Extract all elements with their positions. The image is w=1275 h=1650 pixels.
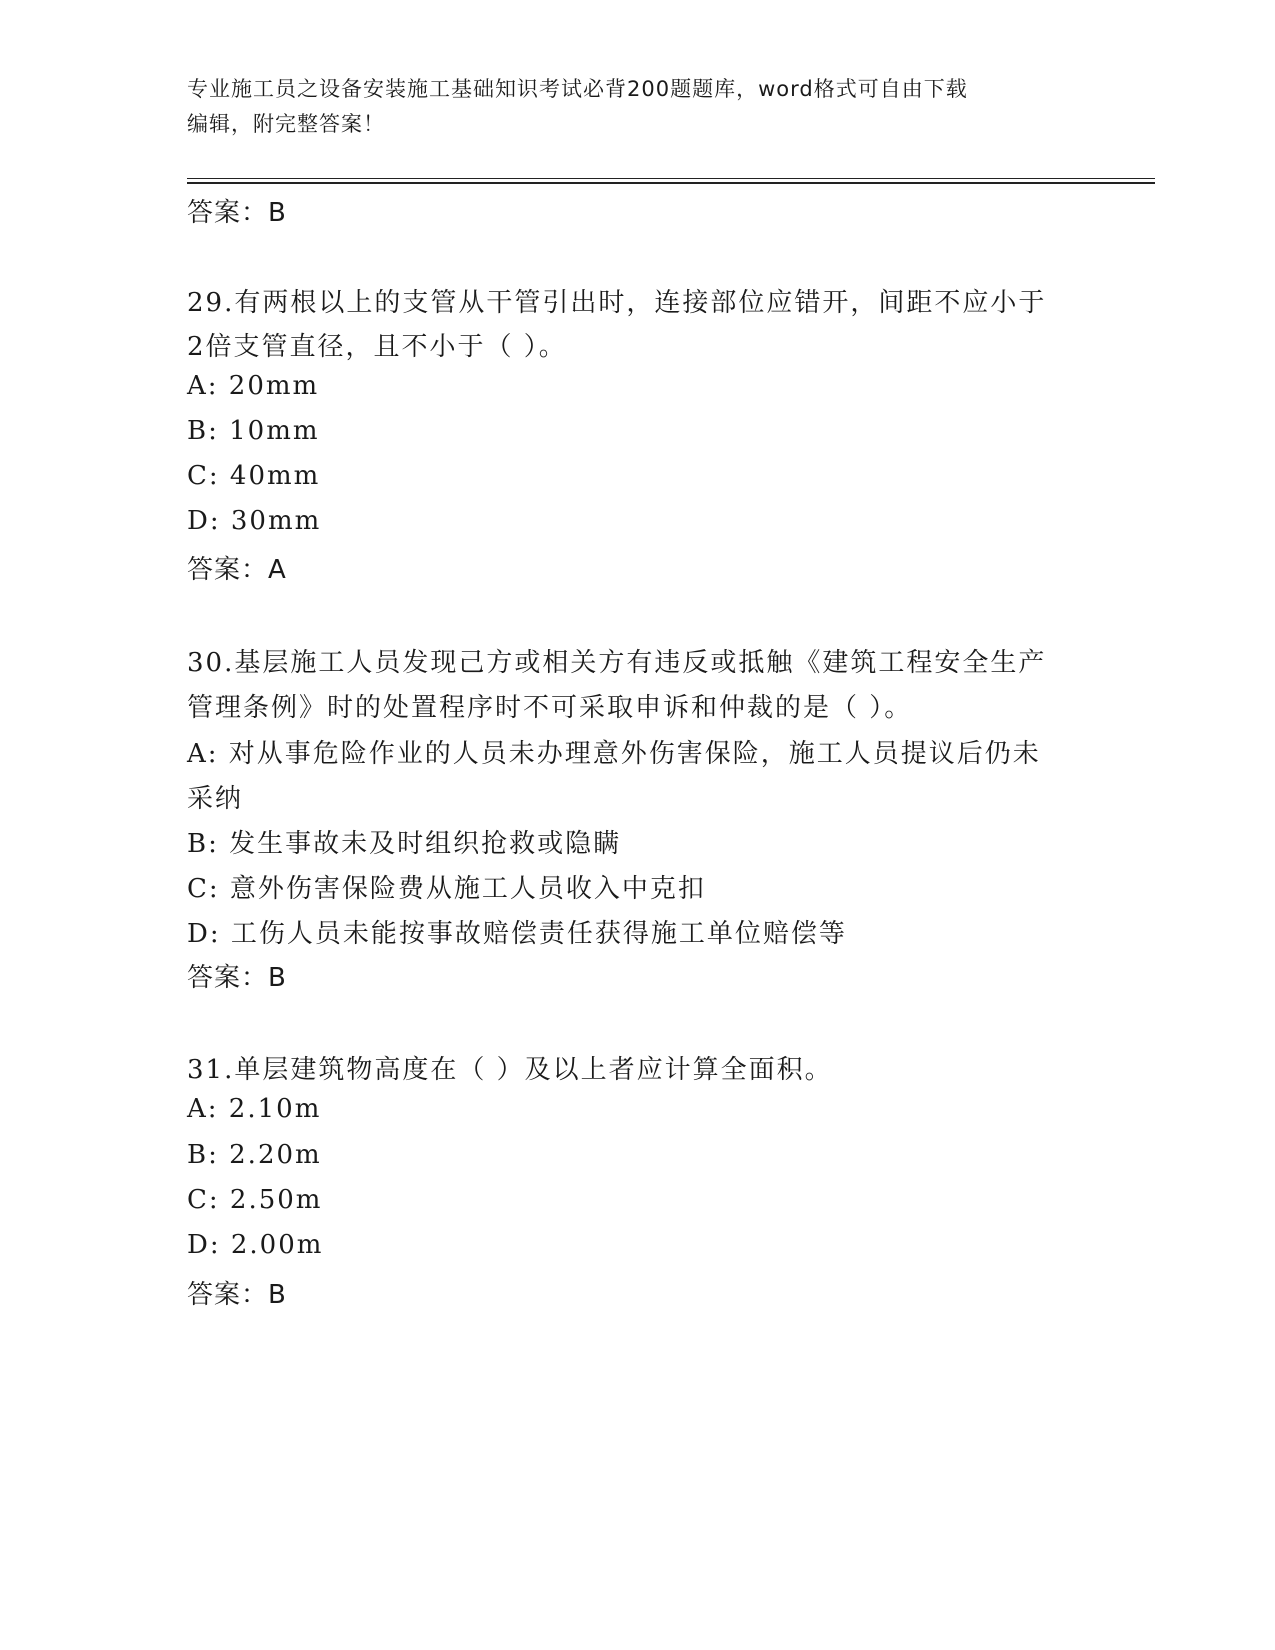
question-31-option-a: A: 2.10m	[187, 1094, 322, 1124]
question-29-stem-line-2: 2倍支管直径，且不小于（ ）。	[187, 332, 567, 362]
question-30-stem-line-1: 30.基层施工人员发现己方或相关方有违反或抵触《建筑工程安全生产	[187, 648, 1047, 678]
question-30-option-a-line-1: A: 对从事危险作业的人员未办理意外伤害保险，施工人员提议后仍未	[187, 739, 1041, 769]
header-title-line-1: 专业施工员之设备安装施工基础知识考试必背200题题库，word格式可自由下载	[187, 77, 968, 101]
question-29-option-a: A: 20mm	[187, 371, 320, 401]
question-30-stem-line-2: 管理条例》时的处置程序时不可采取申诉和仲裁的是（ ）。	[187, 693, 913, 723]
question-31-stem: 31.单层建筑物高度在（ ）及以上者应计算全面积。	[187, 1055, 833, 1085]
question-31-option-c: C: 2.50m	[187, 1185, 323, 1215]
question-29-option-c: C: 40mm	[187, 461, 321, 491]
question-31-option-d: D: 2.00m	[187, 1230, 324, 1260]
question-30-option-a-line-2: 采纳	[187, 784, 244, 814]
question-30-option-b: B: 发生事故未及时组织抢救或隐瞒	[187, 829, 622, 859]
question-31-option-b: B: 2.20m	[187, 1140, 322, 1170]
header-title-line-2: 编辑，附完整答案！	[187, 112, 385, 136]
question-30-answer: 答案：B	[187, 963, 287, 993]
header-divider-top	[187, 178, 1155, 179]
previous-answer: 答案：B	[187, 198, 287, 228]
question-29-option-d: D: 30mm	[187, 506, 322, 536]
question-30-option-c: C: 意外伤害保险费从施工人员收入中克扣	[187, 874, 706, 904]
question-29-option-b: B: 10mm	[187, 416, 320, 446]
question-30-option-d: D: 工伤人员未能按事故赔偿责任获得施工单位赔偿等	[187, 919, 847, 949]
document-header	[187, 72, 1087, 142]
header-divider-bottom	[187, 182, 1155, 184]
question-29-answer: 答案：A	[187, 555, 287, 585]
question-31-answer: 答案：B	[187, 1280, 287, 1310]
question-29-stem-line-1: 29.有两根以上的支管从干管引出时，连接部位应错开，间距不应小于	[187, 288, 1047, 318]
